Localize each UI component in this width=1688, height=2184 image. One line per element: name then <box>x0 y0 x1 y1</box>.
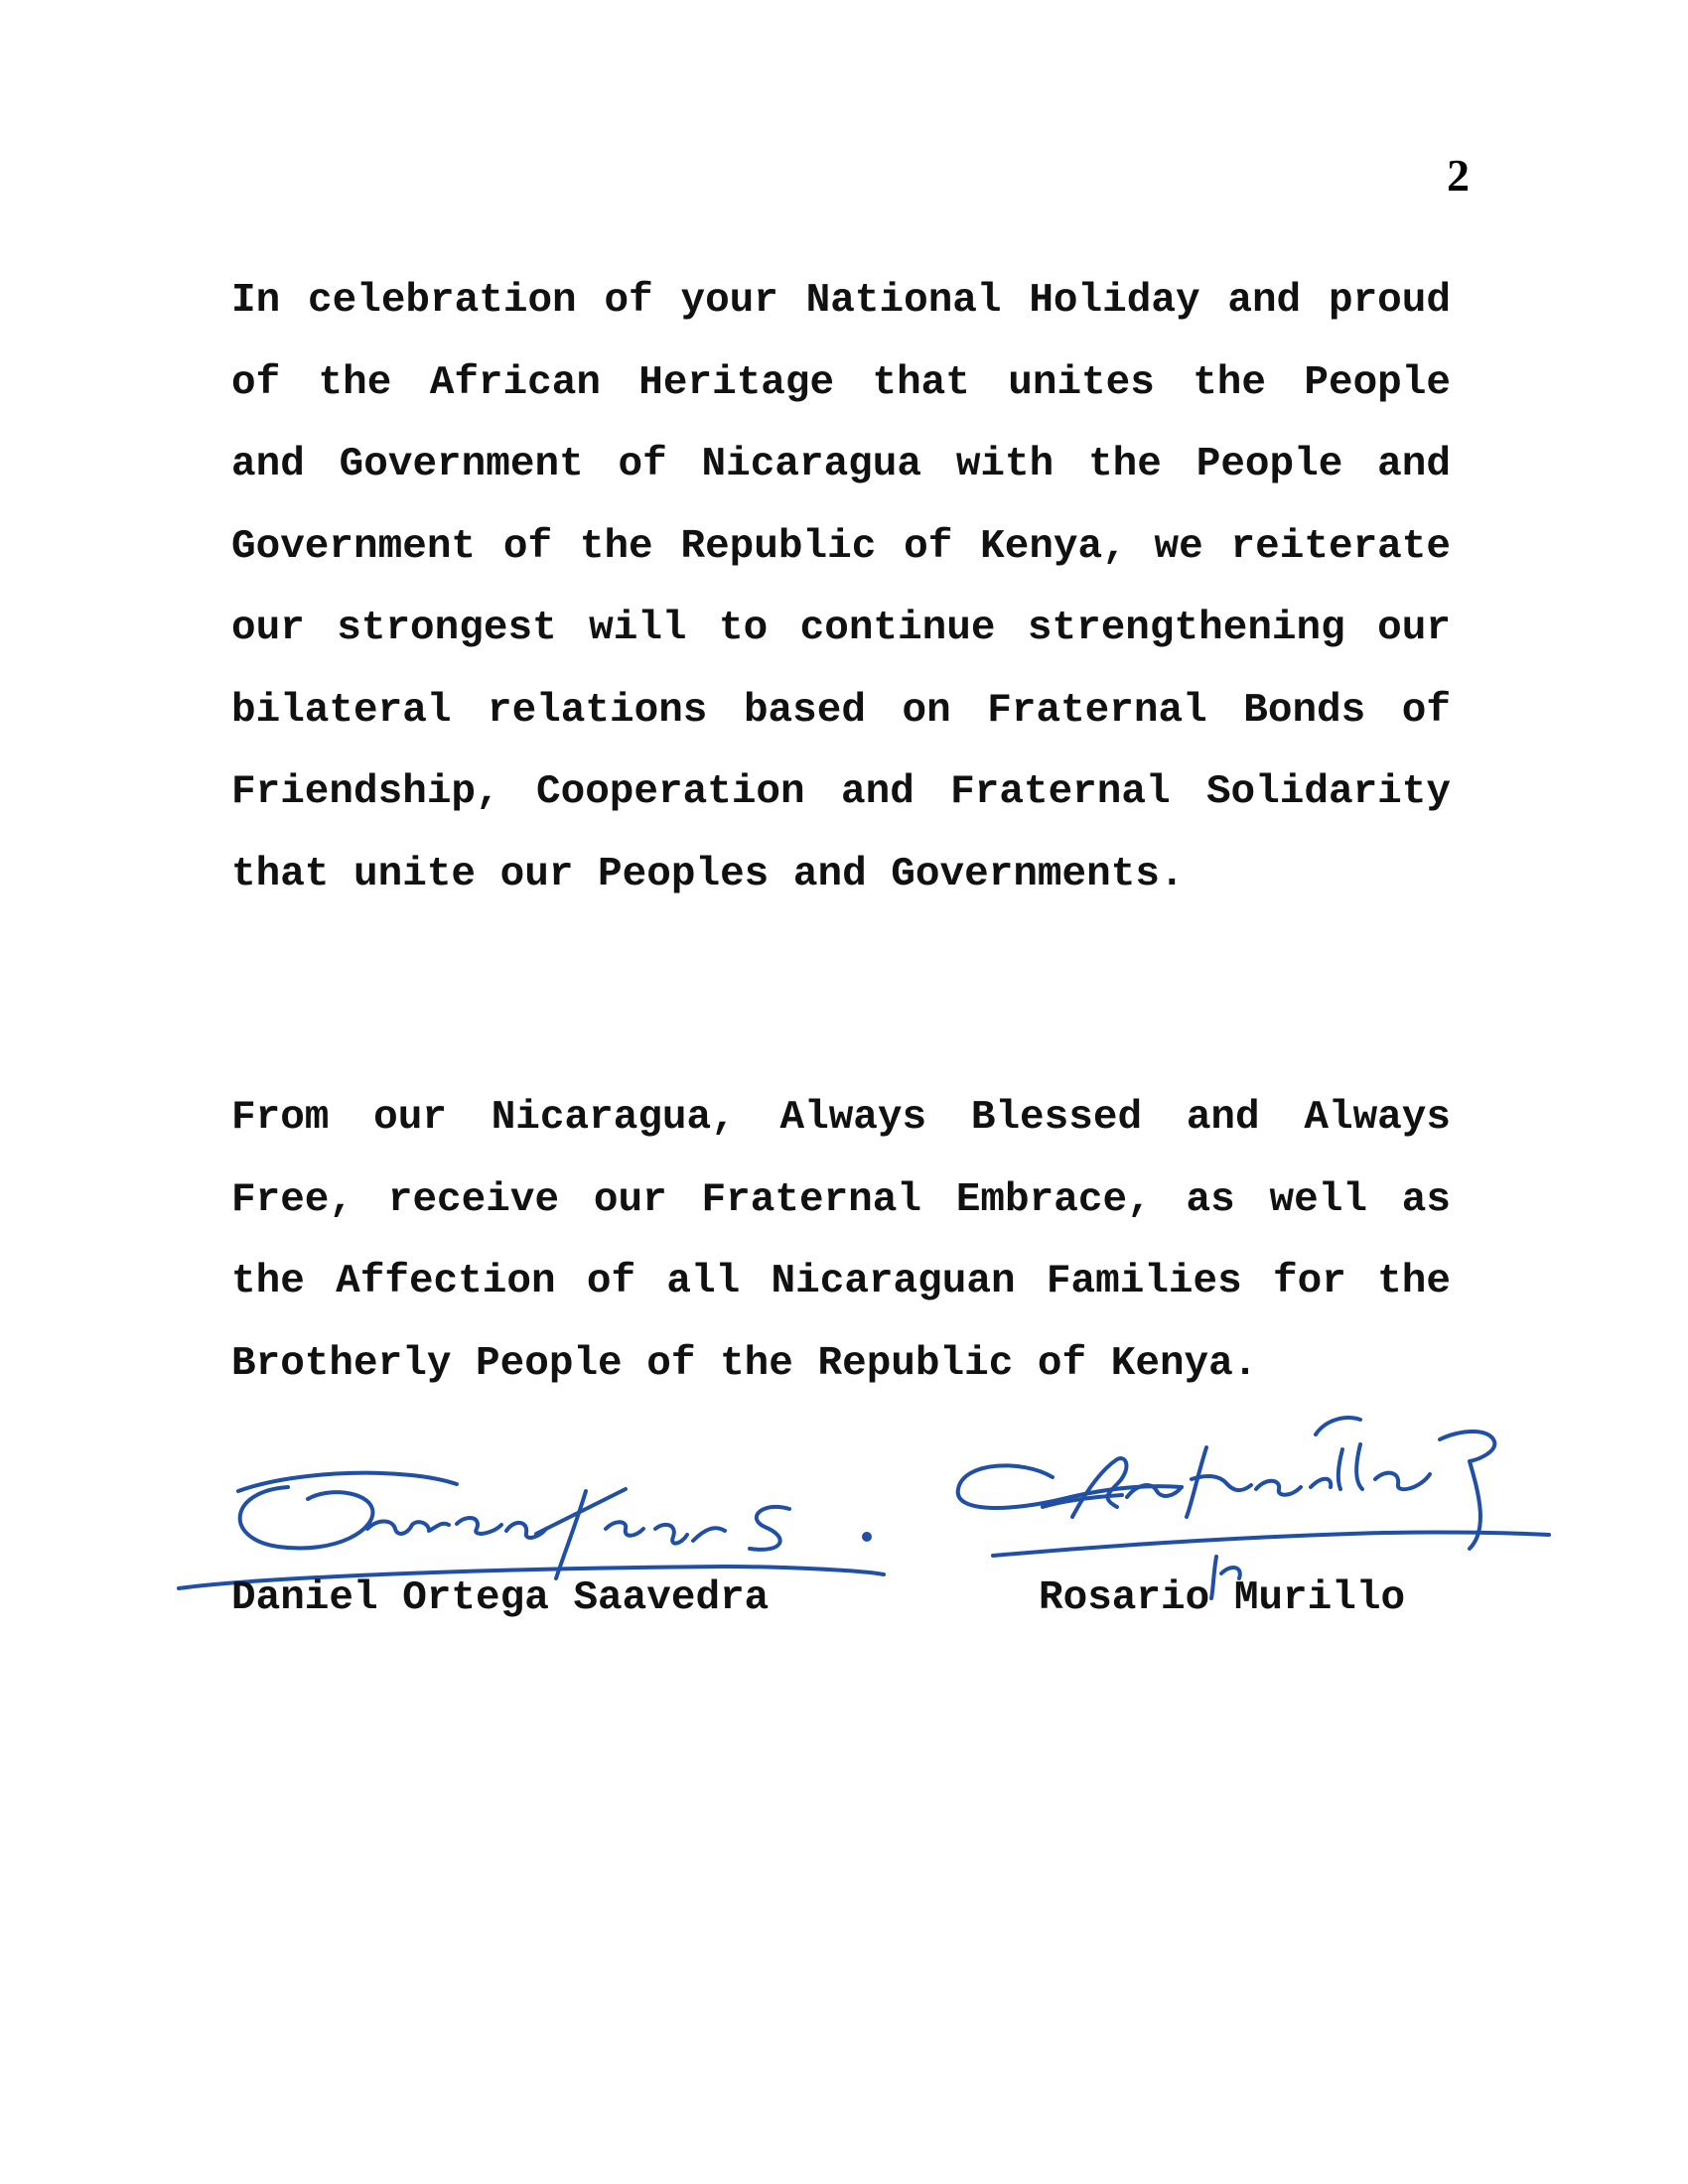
signer-name-left: Daniel Ortega Saavedra <box>231 1575 770 1621</box>
body-paragraph-1: In celebration of your National Holiday and proud of the African Heritage that unites the People and Government of Nicaragua with the People and Government of the Republic of Kenya, we reiterate our strongest will to continue strengthening our bilateral relations based on Fraternal Bonds of Friendship, Cooperation and Fraternal Solidarity that unite our Peoples and Governments. <box>231 278 1451 897</box>
page-number: 2 <box>1447 150 1470 201</box>
signature-left <box>169 1430 904 1598</box>
body-paragraph-2: From our Nicaragua, Always Blessed and Always Free, receive our Fraternal Embrace, as well as the Affection of all Nicaraguan Families for the Brotherly People of the Republic of Kenya. <box>231 1095 1451 1387</box>
signer-name-right: Rosario Murillo <box>1039 1575 1406 1621</box>
